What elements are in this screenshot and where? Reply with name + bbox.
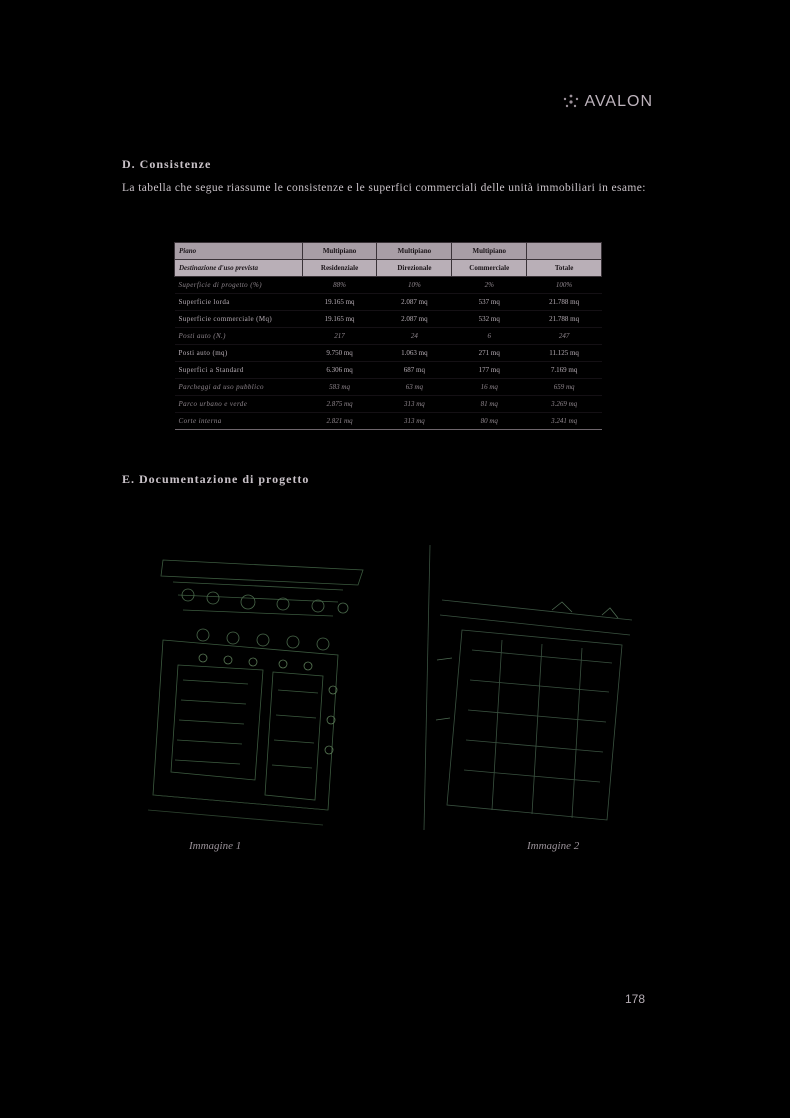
header-cell: Multipiano xyxy=(452,243,527,260)
table-cell: 9.750 mq xyxy=(302,345,377,362)
site-plan-image-1 xyxy=(143,540,373,840)
table-cell: 63 mq xyxy=(377,379,452,396)
header-cell: Destinazione d'uso prevista xyxy=(175,260,303,277)
table-cell: 16 mq xyxy=(452,379,527,396)
table-cell: 1.063 mq xyxy=(377,345,452,362)
header-cell: Residenziale xyxy=(302,260,377,277)
row-label: Corte interna xyxy=(175,413,303,430)
table-cell: 2.087 mq xyxy=(377,294,452,311)
page-number: 178 xyxy=(625,992,646,1006)
table-cell: 3.241 mq xyxy=(527,413,602,430)
table-row xyxy=(175,277,602,294)
table-row xyxy=(175,311,602,328)
table-cell: 2.821 mq xyxy=(302,413,377,430)
table-row xyxy=(175,413,602,430)
row-label: Posti auto (N.) xyxy=(175,328,303,345)
table-header-row xyxy=(175,243,602,260)
section-e-title: E. Documentazione di progetto xyxy=(122,472,310,486)
row-label: Superfici a Standard xyxy=(175,362,303,379)
table-cell: 10% xyxy=(377,277,452,294)
table-cell: 21.788 mq xyxy=(527,294,602,311)
star-logo-icon xyxy=(562,94,580,110)
avalon-logo xyxy=(553,92,653,112)
row-label: Superficie di progetto (%) xyxy=(175,277,303,294)
site-plan-drawing xyxy=(143,540,373,840)
table-cell: 19.165 mq xyxy=(302,311,377,328)
elevation-drawing xyxy=(402,540,640,840)
section-d-intro: La tabella che segue riassume le consistenze e le superfici commerciali delle unità immobiliari in esame: xyxy=(122,182,646,194)
table-row xyxy=(175,294,602,311)
row-label: Superficie commerciale (Mq) xyxy=(175,311,303,328)
table-cell: 2.875 mq xyxy=(302,396,377,413)
table-row xyxy=(175,328,602,345)
row-label: Superficie lorda xyxy=(175,294,303,311)
table-cell: 19.165 mq xyxy=(302,294,377,311)
header-cell xyxy=(527,243,602,260)
figure-caption-1: Immagine 1 xyxy=(189,840,242,852)
table-cell: 313 mq xyxy=(377,396,452,413)
row-label: Parco urbano e verde xyxy=(175,396,303,413)
project-drawing-image-2 xyxy=(402,540,640,840)
table-cell: 687 mq xyxy=(377,362,452,379)
table-header-row xyxy=(175,260,602,277)
table-cell: 247 xyxy=(527,328,602,345)
consistenze-table xyxy=(174,242,602,430)
table-cell: 659 mq xyxy=(527,379,602,396)
logo-text: AVALON xyxy=(584,93,653,110)
table-cell: 177 mq xyxy=(452,362,527,379)
table-cell: 6 xyxy=(452,328,527,345)
table-cell: 81 mq xyxy=(452,396,527,413)
table-cell: 583 mq xyxy=(302,379,377,396)
row-label: Posti auto (mq) xyxy=(175,345,303,362)
header-cell: Totale xyxy=(527,260,602,277)
table-row xyxy=(175,379,602,396)
header-cell: Commerciale xyxy=(452,260,527,277)
header-cell: Multipiano xyxy=(377,243,452,260)
table-cell: 313 mq xyxy=(377,413,452,430)
table-cell: 88% xyxy=(302,277,377,294)
header-cell: Piano xyxy=(175,243,303,260)
table-cell: 2% xyxy=(452,277,527,294)
table-cell: 11.125 mq xyxy=(527,345,602,362)
table-cell: 24 xyxy=(377,328,452,345)
figure-caption-2: Immagine 2 xyxy=(527,840,580,852)
table-cell: 100% xyxy=(527,277,602,294)
table-cell: 6.306 mq xyxy=(302,362,377,379)
header-cell: Multipiano xyxy=(302,243,377,260)
table-cell: 3.269 mq xyxy=(527,396,602,413)
header-cell: Direzionale xyxy=(377,260,452,277)
table-cell: 532 mq xyxy=(452,311,527,328)
row-label: Parcheggi ad uso pubblico xyxy=(175,379,303,396)
table-cell: 217 xyxy=(302,328,377,345)
table-cell: 80 mq xyxy=(452,413,527,430)
table-cell: 7.169 mq xyxy=(527,362,602,379)
table-cell: 537 mq xyxy=(452,294,527,311)
table-row xyxy=(175,345,602,362)
table-cell: 21.788 mq xyxy=(527,311,602,328)
table-cell: 271 mq xyxy=(452,345,527,362)
table-row xyxy=(175,396,602,413)
section-d-title: D. Consistenze xyxy=(122,157,212,171)
table-cell: 2.087 mq xyxy=(377,311,452,328)
table-row xyxy=(175,362,602,379)
